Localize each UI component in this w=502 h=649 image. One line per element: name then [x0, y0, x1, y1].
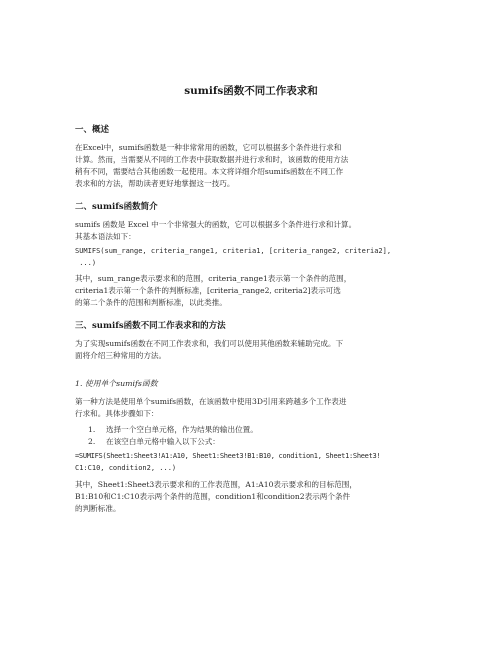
step-1-number: 1.: [88, 425, 96, 434]
section-3-line-6: B1:B10和C1:C10表示两个条件的范围，condition1和condition2表示两个条件: [75, 492, 351, 501]
formula-code-line-1: =SUMIFS(Sheet1:Sheet3!A1:A10, Sheet1:Sheet3!B1:B10, condition1, Sheet1:Sheet3!: [75, 452, 381, 460]
section-3-line-7: 的判断标准。: [75, 504, 121, 513]
section-3-line-1: 为了实现sumifs函数在不同工作表求和，我们可以使用其他函数来辅助完成。下: [75, 339, 344, 348]
step-2: [88, 436, 428, 448]
section-3-line-4: 行求和。具体步骤如下：: [75, 409, 159, 418]
section-2-heading: 二、sumifs函数简介: [75, 202, 158, 212]
section-2-line-4: criteria1表示第一个条件的判断标准，[criteria_range2, criteria2]表示可选: [75, 286, 341, 295]
section-1-heading: 一、概述: [75, 125, 110, 135]
section-1-line-3: 稍有不同，需要结合其他函数一起使用。本文将详细介绍sumifs函数在不同工作: [75, 167, 344, 176]
formula-code-line-2: C1:C10, condition2, ...): [75, 464, 177, 472]
section-1-line-2: 计算。然而，当需要从不同的工作表中获取数据并进行求和时，该函数的使用方法: [75, 155, 349, 164]
syntax-code-line-2: ...): [75, 259, 97, 267]
step-2-text: 在该空白单元格中输入以下公式：: [106, 437, 220, 446]
step-1: [88, 424, 428, 436]
section-2-line-5: 的第二个条件的范围和判断标准，以此类推。: [75, 298, 227, 307]
syntax-code-line-1: SUMIFS(sum_range, criteria_range1, criteria1, [criteria_range2, criteria2],: [75, 247, 392, 255]
section-2-line-2: 其基本语法如下：: [75, 232, 136, 241]
section-3-heading: 三、sumifs函数不同工作表求和的方法: [75, 321, 226, 331]
section-1-line-1: 在Excel中，sumifs函数是一种非常常用的函数，它可以根据多个条件进行求和: [75, 143, 342, 152]
section-3-line-5: 其中，Sheet1:Sheet3表示要求和的工作表范围，A1:A10表示要求和的目标范围，: [75, 480, 357, 489]
section-3-line-3: 第一种方法是使用单个sumifs函数，在该函数中使用3D引用来跨越多个工作表进: [75, 397, 347, 406]
step-2-number: 2.: [88, 437, 96, 446]
document-title: sumifs函数不同工作表求和: [184, 85, 318, 97]
step-1-text: 选择一个空白单元格，作为结果的输出位置。: [106, 425, 258, 434]
section-1-line-4: 表求和的方法，帮助读者更好地掌握这一技巧。: [75, 179, 235, 188]
section-2-line-1: sumifs 函数是 Excel 中一个非常强大的函数，它可以根据多个条件进行求和计算。: [75, 220, 357, 229]
method-1-subheading: 1. 使用单个sumifs函数: [75, 379, 158, 388]
section-3-line-2: 面将介绍三种常用的方法。: [75, 351, 167, 360]
section-2-line-3: 其中，sum_range表示要求和的范围，criteria_range1表示第一个条件的范围，: [75, 274, 352, 283]
